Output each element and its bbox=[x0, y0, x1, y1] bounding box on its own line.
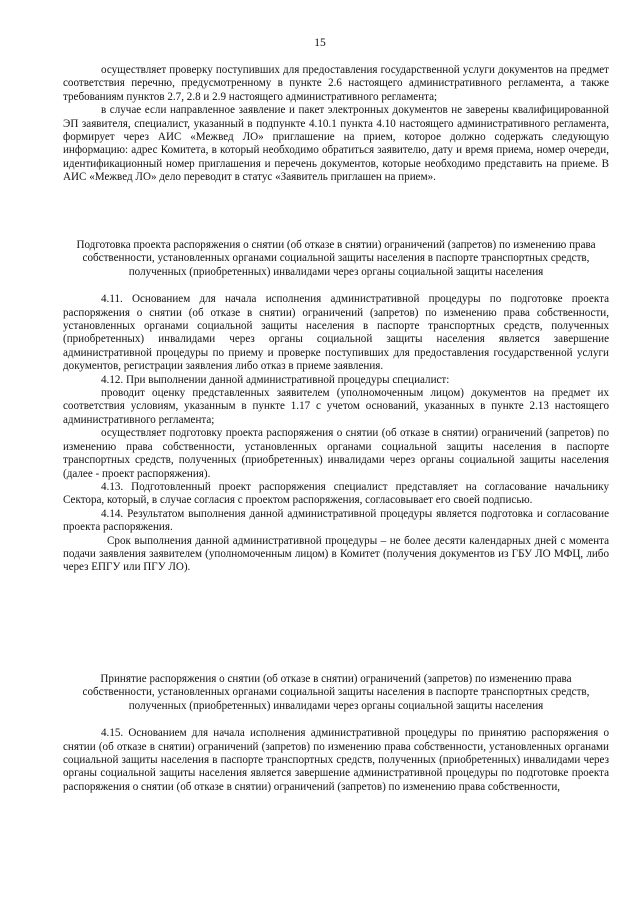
text-block-top bbox=[63, 64, 609, 185]
paragraph: 4.12. При выполнении данной административной процедуры специалист: bbox=[101, 373, 450, 386]
paragraph: проводит оценку представленных заявителем (уполномоченным лицом) документов на предмет их соответствия условиям, указанным в пункте 1.17 с учетом оснований, указанных в пункте 2.13 настоящего административного регламента; bbox=[63, 387, 609, 426]
section-heading: Принятие распоряжения о снятии (об отказе в снятии) ограничений (запретов) по изменению права собственности, установленных органами социальной защиты населения в паспорте транспортных средств, полученных (приобретенных) инвалидами через органы социальной защиты населения bbox=[82, 673, 590, 712]
text-block-bottom bbox=[63, 673, 609, 794]
paragraph: 4.15. Основанием для начала исполнения административной процедуры по принятию распоряжения о снятии (об отказе в снятии) ограничений (запретов) по изменению права собственности, установленных органами социальной защиты населения в паспорте транспортных средств, полученных (приобретенных) инвалидами через органы социальной защиты населения является завершение административной процедуры по подготовке проекта распоряжения о снятии (об отказе в снятии) ограничений (запретов) по изменению права собственности, bbox=[63, 727, 609, 793]
paragraph: 4.13. Подготовленный проект распоряжения специалист представляет на согласование начальнику Сектора, который, в случае согласия с проектом распоряжения, согласовывает его своей подписью. bbox=[63, 480, 609, 507]
paragraph: Срок выполнения данной административной процедуры – не более десяти календарных дней с момента подачи заявления заявителем (уполномоченным лицом) в Комитет (получения документов из ГБУ ЛО МФЦ, либо через ЕПГУ или ПГУ ЛО). bbox=[63, 534, 609, 574]
paragraph: 4.11. Основанием для начала исполнения административной процедуры по подготовке проекта распоряжения о снятии (об отказе в снятии) ограничений (запретов) по изменению права собственности, установленных органами социальной защиты населения в паспорте транспортных средств, полученных (приобретенных) инвалидами через органы социальной защиты населения является завершение административной процедуры по приему и проверке поступивших для предоставления государственной услуги документов, регистрации заявления либо отказ в приеме заявления. bbox=[63, 293, 609, 373]
section-heading: Подготовка проекта распоряжения о снятии (об отказе в снятии) ограничений (запретов) по изменению права собственности, установленных органами социальной защиты населения в паспорте транспортных средств, полученных (приобретенных) инвалидами через органы социальной защиты населения bbox=[76, 239, 596, 278]
text-block-middle bbox=[63, 239, 609, 575]
paragraph: осуществляет подготовку проекта распоряжения о снятии (об отказе в снятии) ограничений (запретов) по изменению права собственности, установленных органами социальной защиты населения в паспорте транспортных средств, полученных (приобретенных) инвалидами через органы социальной защиты населения (далее - проект распоряжения). bbox=[63, 427, 609, 480]
paragraph: 4.14. Результатом выполнения данной административной процедуры является подготовка и согласование проекта распоряжения. bbox=[63, 507, 609, 534]
page-number: 15 bbox=[314, 37, 326, 49]
paragraph: осуществляет проверку поступивших для предоставления государственной услуги документов на предмет соответствия перечню, предусмотренному в пункте 2.6 настоящего административного регламента, а также требованиям пунктов 2.7, 2.8 и 2.9 настоящего административного регламента; bbox=[63, 64, 609, 103]
paragraph: в случае если направленное заявление и пакет электронных документов не заверены квалифицированной ЭП заявителя, специалист, указанный в подпункте 4.10.1 пункта 4.10 настоящего административного регламента, формирует через АИС «Межвед ЛО» приглашение на прием, которое должно содержать следующую информацию: адрес Комитета, в который необходимо обратиться заявителю, дату и время приема, номер очереди, идентификационный номер приглашения и перечень документов, которые необходимо представить на приеме. В АИС «Межвед ЛО» дело переводит в статус «Заявитель приглашен на прием». bbox=[63, 104, 609, 184]
